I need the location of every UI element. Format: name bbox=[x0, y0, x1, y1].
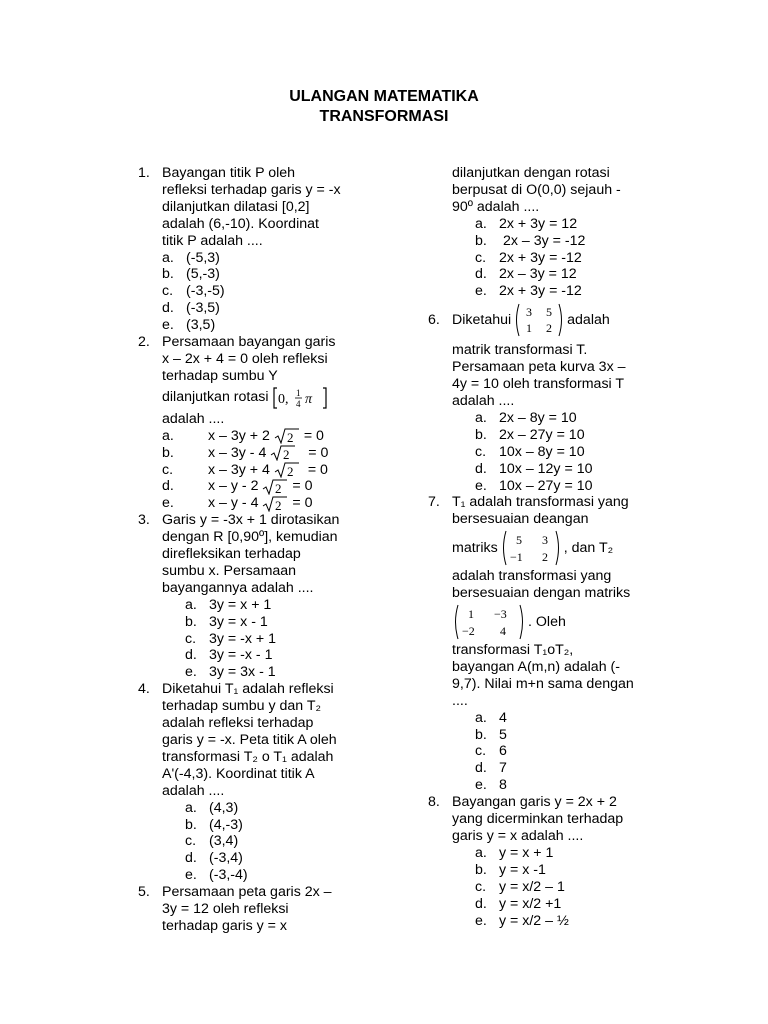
question-text: matriks bbox=[452, 539, 498, 556]
option-text: = 0 bbox=[307, 461, 328, 478]
matrix-cell: 1 bbox=[468, 607, 474, 622]
option-text: (-3,-5) bbox=[186, 283, 225, 300]
sqrt-radicand: 2 bbox=[283, 446, 290, 461]
option-text: y = x -1 bbox=[499, 861, 546, 878]
sqrt-symbol bbox=[262, 479, 288, 495]
matrix-line-2 bbox=[452, 602, 668, 642]
question-text: , dan T₂ bbox=[563, 539, 614, 556]
svg-text:4: 4 bbox=[296, 398, 301, 409]
option-text: 8 bbox=[499, 777, 507, 794]
option-text: x – 3y + 4 bbox=[208, 461, 270, 478]
option-letter: e. bbox=[162, 317, 174, 334]
option-letter: a. bbox=[185, 596, 197, 613]
option-letter: d. bbox=[475, 760, 487, 777]
question-text: dilanjutkan rotasi bbox=[162, 389, 269, 406]
sqrt-radicand: 2 bbox=[286, 429, 294, 444]
question-text: sumbu x. Persamaan bbox=[162, 562, 297, 579]
option-text: 10x – 12y = 10 bbox=[499, 460, 593, 477]
question-text: 9,7). Nilai m+n sama dengan bbox=[452, 675, 634, 692]
option-text: 10x – 8y = 10 bbox=[499, 443, 585, 460]
option-d bbox=[162, 300, 388, 317]
option-d bbox=[185, 850, 388, 867]
sqrt-radicand: 2 bbox=[275, 497, 282, 512]
svg-text:1: 1 bbox=[296, 387, 301, 398]
left-column bbox=[138, 165, 388, 935]
option-letter: e. bbox=[185, 664, 197, 681]
option-d bbox=[475, 760, 668, 777]
option-b bbox=[185, 817, 388, 834]
option-c bbox=[185, 631, 388, 648]
question-text: bersesuaian dengan matriks bbox=[452, 585, 631, 602]
question-text: garis y = x adalah .... bbox=[452, 828, 584, 844]
matrix-cell: −2 bbox=[462, 624, 475, 639]
sqrt-symbol bbox=[274, 428, 300, 444]
question-6 bbox=[428, 302, 668, 494]
question-text: adalah (6,-10). Koordinat bbox=[162, 215, 319, 232]
option-a bbox=[162, 428, 388, 445]
option-text: 10x – 27y = 10 bbox=[499, 477, 593, 494]
question-text: Diketahui bbox=[452, 311, 512, 328]
option-text: = 0 bbox=[292, 495, 313, 512]
option-letter: a. bbox=[475, 215, 487, 232]
option-text: 2x + 3y = -12 bbox=[499, 249, 582, 266]
option-letter: d. bbox=[475, 266, 487, 283]
option-letter: d. bbox=[162, 478, 174, 495]
matrix-cell: −3 bbox=[494, 607, 507, 622]
option-text: 5 bbox=[499, 726, 507, 743]
option-text: 3y = 3x - 1 bbox=[209, 664, 276, 681]
option-letter: e. bbox=[475, 777, 487, 794]
question-text: terhadap sumbu y dan T₂ bbox=[162, 698, 322, 715]
question-number: 7. bbox=[428, 494, 440, 511]
question-text: Persamaan bayangan garis bbox=[162, 334, 336, 351]
option-text: 7 bbox=[499, 760, 507, 777]
question-5-continued bbox=[428, 165, 668, 300]
option-b bbox=[475, 862, 668, 879]
question-text: x – 2x + 4 = 0 oleh refleksi bbox=[162, 350, 328, 367]
option-text: (3,4) bbox=[209, 833, 239, 850]
option-e bbox=[185, 664, 388, 681]
sqrt-symbol bbox=[262, 496, 288, 512]
question-text: garis y = -x. Peta titik A oleh bbox=[162, 732, 337, 748]
sqrt-radicand: 2 bbox=[286, 463, 294, 478]
matrix-cell: 2 bbox=[541, 550, 548, 565]
option-text: 3y = x - 1 bbox=[209, 613, 268, 630]
option-e bbox=[162, 317, 388, 334]
option-d bbox=[185, 647, 388, 664]
option-text: 2x – 8y = 10 bbox=[499, 409, 577, 426]
option-e bbox=[185, 867, 388, 884]
option-letter: d. bbox=[185, 647, 197, 664]
question-text: refleksi terhadap garis y = -x bbox=[162, 181, 341, 198]
question-text: dilanjutkan dengan rotasi bbox=[452, 165, 610, 181]
question-text: adalah .... bbox=[452, 392, 515, 409]
question-text: adalah .... bbox=[162, 782, 225, 799]
option-c bbox=[475, 743, 668, 760]
question-4 bbox=[138, 681, 388, 884]
question-text: adalah bbox=[567, 311, 610, 328]
option-b bbox=[185, 614, 388, 631]
option-letter: b. bbox=[475, 426, 487, 443]
option-text: y = x + 1 bbox=[499, 844, 554, 861]
question-text: 3y = 12 oleh refleksi bbox=[162, 901, 289, 918]
question-text: yang dicerminkan terhadap bbox=[452, 811, 624, 828]
question-text: .... bbox=[452, 692, 468, 709]
sqrt-radicand: 2 bbox=[275, 480, 282, 495]
question-text: transformasi T₂ o T₁ adalah bbox=[162, 748, 334, 765]
option-text: 2x – 3y = 12 bbox=[499, 266, 577, 283]
option-letter: c. bbox=[475, 743, 487, 760]
question-text: matrik transformasi T. bbox=[452, 342, 588, 359]
question-text: adalah .... bbox=[162, 410, 225, 427]
question-text: Diketahui T₁ adalah refleksi bbox=[162, 681, 334, 698]
option-a bbox=[162, 250, 388, 267]
question-number: 2. bbox=[138, 334, 150, 351]
question-text: . Oleh bbox=[528, 613, 566, 630]
option-text: = 0 bbox=[303, 427, 324, 444]
option-d bbox=[475, 266, 668, 283]
option-b bbox=[162, 266, 388, 283]
option-c bbox=[475, 444, 668, 461]
question-3 bbox=[138, 512, 388, 681]
matrix-cell: 4 bbox=[500, 624, 506, 639]
matrix-line-1 bbox=[452, 528, 668, 568]
option-letter: d. bbox=[475, 895, 487, 912]
option-letter: c. bbox=[162, 461, 174, 478]
option-letter: b. bbox=[185, 816, 197, 833]
question-text: Garis y = -3x + 1 dirotasikan bbox=[162, 512, 340, 529]
option-text: x – y - 4 bbox=[208, 495, 259, 512]
option-letter: a. bbox=[162, 427, 174, 444]
option-d bbox=[162, 478, 388, 495]
question-text: Persamaan peta garis 2x – bbox=[162, 884, 332, 901]
option-b bbox=[475, 727, 668, 744]
option-letter: b. bbox=[162, 444, 174, 461]
question-text: bayangannya adalah .... bbox=[162, 579, 314, 596]
option-letter: e. bbox=[475, 912, 487, 929]
option-text: = 0 bbox=[292, 478, 313, 495]
matrix-cell: −1 bbox=[509, 550, 523, 565]
option-text: 4 bbox=[499, 709, 507, 726]
option-e bbox=[475, 913, 668, 930]
option-c bbox=[185, 833, 388, 850]
question-7 bbox=[428, 494, 668, 794]
option-b bbox=[475, 233, 668, 250]
option-c bbox=[475, 250, 668, 267]
svg-text:0,: 0, bbox=[278, 391, 289, 407]
option-letter: e. bbox=[185, 867, 197, 884]
option-d bbox=[475, 896, 668, 913]
option-text: x – y - 2 bbox=[208, 478, 259, 495]
option-text: 3y = -x + 1 bbox=[209, 630, 277, 647]
question-number: 3. bbox=[138, 512, 150, 529]
option-b bbox=[475, 427, 668, 444]
option-text: (4,-3) bbox=[209, 816, 243, 833]
page-title: ULANGAN MATEMATIKA bbox=[289, 88, 479, 105]
option-letter: e. bbox=[162, 495, 174, 512]
question-text: direfleksikan terhadap bbox=[162, 546, 301, 563]
option-letter: c. bbox=[185, 833, 197, 850]
option-letter: c. bbox=[162, 283, 174, 300]
option-a bbox=[475, 216, 668, 233]
option-e bbox=[475, 777, 668, 794]
option-letter: b. bbox=[162, 266, 174, 283]
sqrt-symbol bbox=[274, 462, 300, 478]
option-text: (-3,-4) bbox=[209, 867, 248, 884]
rotation-line bbox=[162, 385, 388, 411]
matrix-t1 bbox=[500, 530, 562, 566]
svg-text:π: π bbox=[305, 391, 313, 407]
question-text: A'(-4,3). Koordinat titik A bbox=[162, 765, 315, 782]
option-text: x – 3y + 2 bbox=[208, 427, 270, 444]
option-letter: c. bbox=[475, 878, 487, 895]
option-letter: c. bbox=[475, 443, 487, 460]
option-text: y = x/2 +1 bbox=[499, 895, 562, 912]
option-text: 3y = -x - 1 bbox=[209, 647, 273, 664]
option-letter: a. bbox=[475, 409, 487, 426]
matrix-cell: 3 bbox=[526, 305, 533, 320]
option-a bbox=[185, 800, 388, 817]
option-e bbox=[162, 495, 388, 512]
option-c bbox=[475, 879, 668, 896]
matrix-cell: 2 bbox=[546, 321, 553, 336]
option-text: (-3,4) bbox=[209, 850, 243, 867]
option-d bbox=[475, 461, 668, 478]
matrix-cell: 3 bbox=[541, 533, 548, 548]
option-e bbox=[475, 478, 668, 495]
rotation-angle-math bbox=[273, 386, 331, 410]
question-text: transformasi T₁oT₂, bbox=[452, 642, 574, 659]
question-text: dilanjutkan dilatasi [0,2] bbox=[162, 198, 310, 215]
option-text: 2x – 3y = -12 bbox=[499, 232, 586, 249]
option-c bbox=[162, 462, 388, 479]
question-text: Persamaan peta kurva 3x – bbox=[452, 359, 626, 376]
option-text: (5,-3) bbox=[186, 266, 220, 283]
option-a bbox=[475, 710, 668, 727]
option-text: 6 bbox=[499, 743, 507, 760]
option-text: = 0 bbox=[308, 444, 329, 461]
right-column bbox=[428, 165, 668, 929]
question-5 bbox=[138, 884, 388, 935]
option-text: (-5,3) bbox=[186, 249, 220, 266]
question-text: 4y = 10 oleh transformasi T bbox=[452, 376, 625, 393]
question-8 bbox=[428, 794, 668, 929]
option-b bbox=[162, 445, 388, 462]
question-text: terhadap sumbu Y bbox=[162, 367, 278, 384]
question-text: titik P adalah .... bbox=[162, 232, 263, 249]
question-number: 4. bbox=[138, 681, 150, 698]
option-text: (3,5) bbox=[186, 317, 216, 334]
matrix-cell: 5 bbox=[546, 305, 553, 320]
option-letter: a. bbox=[185, 799, 197, 816]
page-subtitle: TRANSFORMASI bbox=[319, 108, 449, 125]
option-letter: d. bbox=[475, 460, 487, 477]
matrix-t bbox=[513, 303, 565, 337]
question-number: 5. bbox=[138, 884, 150, 901]
option-letter: d. bbox=[185, 850, 197, 867]
option-letter: a. bbox=[475, 844, 487, 861]
option-text: 2x – 27y = 10 bbox=[499, 426, 585, 443]
option-text: 2x + 3y = 12 bbox=[499, 215, 578, 232]
question-text: 90º adalah .... bbox=[452, 198, 540, 215]
question-text: Bayangan titik P oleh bbox=[162, 165, 296, 181]
option-e bbox=[475, 283, 668, 300]
option-a bbox=[475, 845, 668, 862]
option-letter: b. bbox=[475, 861, 487, 878]
matrix-cell: 5 bbox=[515, 533, 522, 548]
question-number: 8. bbox=[428, 794, 440, 811]
option-text: 2x + 3y = -12 bbox=[499, 283, 582, 300]
option-text: y = x/2 – 1 bbox=[499, 878, 565, 895]
question-text: adalah transformasi yang bbox=[452, 568, 612, 585]
question-2 bbox=[138, 334, 388, 512]
option-text: x – 3y - 4 bbox=[208, 444, 267, 461]
sqrt-symbol bbox=[270, 445, 296, 461]
question-number: 6. bbox=[428, 312, 440, 329]
option-letter: c. bbox=[475, 249, 487, 266]
option-text: (4,3) bbox=[209, 799, 239, 816]
question-text: berpusat di O(0,0) sejauh - bbox=[452, 181, 621, 198]
option-text: (-3,5) bbox=[186, 300, 220, 317]
question-text: bayangan A(m,n) adalah (- bbox=[452, 658, 620, 675]
option-a bbox=[475, 410, 668, 427]
option-letter: b. bbox=[185, 613, 197, 630]
option-letter: b. bbox=[475, 726, 487, 743]
question-text: adalah refleksi terhadap bbox=[162, 715, 314, 732]
option-a bbox=[185, 597, 388, 614]
option-letter: d. bbox=[162, 300, 174, 317]
option-text: y = x/2 – ½ bbox=[499, 912, 569, 929]
question-text: dengan R [0,90º], kemudian bbox=[162, 529, 338, 546]
option-letter: c. bbox=[185, 630, 197, 647]
matrix-cell: 1 bbox=[526, 321, 533, 336]
question-1 bbox=[138, 165, 388, 334]
matrix-t2 bbox=[452, 604, 526, 640]
option-letter: a. bbox=[475, 709, 487, 726]
question-text: Bayangan garis y = 2x + 2 bbox=[452, 794, 617, 811]
option-text: 3y = x + 1 bbox=[209, 596, 272, 613]
matrix-line bbox=[452, 302, 668, 338]
option-letter: e. bbox=[475, 283, 487, 300]
option-letter: b. bbox=[475, 232, 487, 249]
option-c bbox=[162, 283, 388, 300]
question-text: terhadap garis y = x bbox=[162, 917, 287, 934]
option-letter: a. bbox=[162, 249, 174, 266]
question-text: bersesuaian deangan bbox=[452, 511, 589, 528]
question-text: T₁ adalah transformasi yang bbox=[452, 494, 629, 511]
option-letter: e. bbox=[475, 477, 487, 494]
question-number: 1. bbox=[138, 165, 150, 181]
